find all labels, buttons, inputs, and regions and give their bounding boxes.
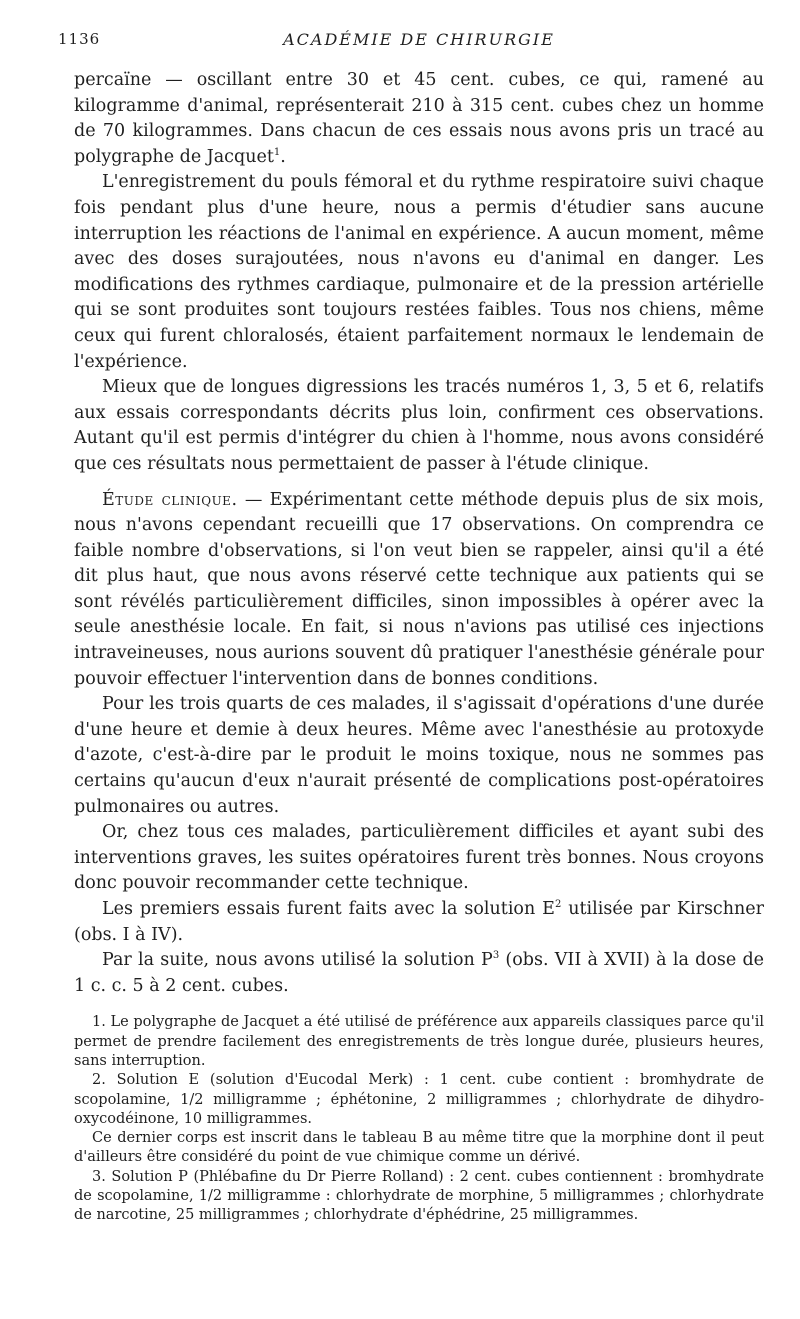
footnote-ref-2: 2 — [554, 899, 562, 911]
section-heading: Étude clinique. — [102, 489, 238, 510]
page-header — [58, 30, 764, 60]
paragraph-5: Pour les trois quarts de ces malades, il s'agissait d'opérations d'une durée d'une heure et demie à deux heures. Même avec l'anesthésie au protoxyde d'azote, c'est-à-dire par le produit le moins toxique, nous ne sommes pas certains qu'aucun d'eux n'aurait présenté de complications post-opératoires pulmonaires ou autres. — [74, 694, 764, 817]
paragraph-6: Or, chez tous ces malades, particulièrement difficiles et ayant subi des interventions graves, les suites opératoires furent très bonnes. Nous croyons donc pouvoir recommander cette technique. — [74, 822, 764, 894]
footnote-2: 2. Solution E (solution d'Eucodal Merk) : 1 cent. cube contient : bromhydrate de scopolamine, 1/2 milligramme ; éphétonine, 2 milligrammes ; chlorhydrate de dihydro-oxycodéinone, 10 milligrammes. — [74, 1072, 764, 1127]
footnote-ref-3: 3 — [492, 950, 500, 962]
footnote-ref-1: 1 — [273, 146, 281, 158]
page-number: 1136 — [58, 30, 101, 48]
footnote-3: 3. Solution P (Phlébafine du Dr Pierre Rolland) : 2 cent. cubes contiennent : bromhydrate de scopolamine, 1/2 milligramme : chlorhydrate de morphine, 5 milligrammes ; chlorhydrate de narcotine, 25 milligrammes ; chlorhydrate d'éphédrine, 25 milligrammes. — [74, 1168, 764, 1224]
running-title: ACADÉMIE DE CHIRURGIE — [283, 30, 555, 49]
body-text — [74, 68, 764, 999]
document-page — [58, 30, 765, 1226]
paragraph-1: percaïne — oscillant entre 30 et 45 cent. cubes, ce qui, ramené au kilogramme d'animal, représenterait 210 à 315 cent. cubes chez un homme de 70 kilogrammes. Dans chacun de ces essais nous avons pris un tracé au polygraphe de Jacquet$^1$. — [74, 70, 764, 167]
paragraph-3: Mieux que de longues digressions les tracés numéros 1, 3, 5 et 6, relatifs aux essais correspondants décrits plus loin, confirment ces observations. Autant qu'il est permis d'intégrer du chien à l'homme, nous avons considéré que ces résultats nous permettaient de passer à l'étude clinique. — [74, 377, 764, 474]
footnote-2-continued: Ce dernier corps est inscrit dans le tableau B au même titre que la morphine dont il peut d'ailleurs être considéré du point de vue chimique comme un dérivé. — [74, 1130, 764, 1166]
paragraph-8: Par la suite, nous avons utilisé la solution $P^3$ (obs. VII à XVII) à la dose de 1 c. c. 5 à 2 cent. cubes. — [74, 950, 765, 996]
paragraph-clinical-study: Étude clinique. — Expérimentant cette méthode depuis plus de six mois, nous n'avons cependant recueilli que 17 observations. On comprendra ce faible nombre d'observations, si l'on veut bien se rappeler, ainsi qu'il a été dit plus haut, que nous avons réservé cette technique aux patients qui se sont révélés particulièrement difficiles, sinon impossibles à opérer avec la seule anesthésie locale. En fait, si nous n'avions pas utilisé ces injections intraveineuses, nous aurions souvent dû pratiquer l'anesthésie générale pour pouvoir effectuer l'intervention dans de bonnes conditions. — [74, 489, 764, 689]
footnotes — [74, 1013, 764, 1225]
footnote-1: 1. Le polygraphe de Jacquet a été utilisé de préférence aux appareils classiques parce qu'il permet de prendre facilement des enregistrements de très longue durée, plusieurs heures, sans interruption. — [74, 1014, 764, 1069]
paragraph-2: L'enregistrement du pouls fémoral et du rythme respiratoire suivi chaque fois pendant plus d'une heure, nous a permis d'étudier sans aucune interruption les réactions de l'animal en expérience. A aucun moment, même avec des doses surajoutées, nous n'avons eu d'animal en danger. Les modifications des rythmes cardiaque, pulmonaire et de la pression artérielle qui se sont produites sont toujours restées faibles. Tous nos chiens, même ceux qui furent chloralosés, étaient parfaitement normaux le lendemain de l'expérience. — [74, 172, 764, 372]
paragraph-7: Les premiers essais furent faits avec la solution $E^2$ utilisée par Kirschner (obs. I à IV). — [74, 899, 764, 945]
